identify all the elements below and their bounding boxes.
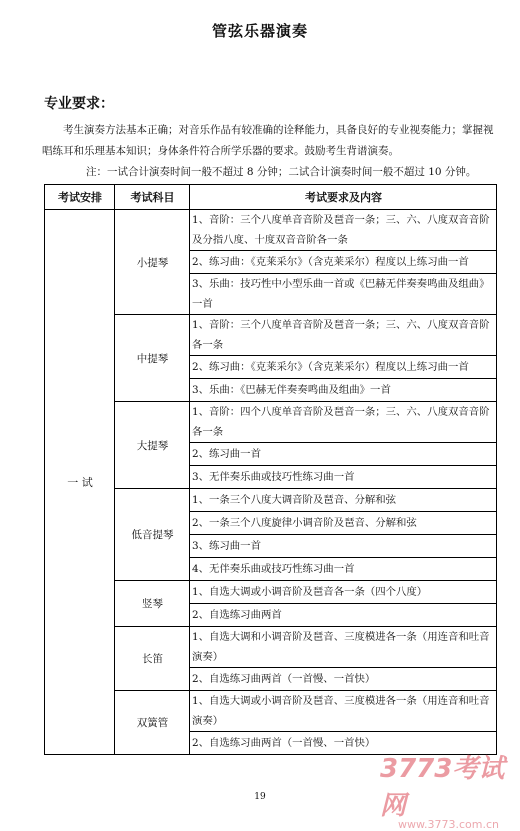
requirement-item: 3、无伴奏乐曲或技巧性练习曲一首 <box>190 466 497 489</box>
intro-paragraph: 考生演奏方法基本正确；对音乐作品有较准确的诠释能力，具备良好的专业视奏能力；掌握视唱练耳和乐理基本知识；身体条件符合所学乐器的要求。鼓励考生背谱演奏。 <box>42 124 494 157</box>
header-exam-subject: 考试科目 <box>115 185 190 210</box>
requirement-item: 1、音阶：四个八度单音音阶及琶音一条；三、六、八度双音音阶各一条 <box>190 402 497 443</box>
subject-violin: 小提琴 <box>115 210 190 315</box>
requirement-item: 4、无伴奏乐曲或技巧性练习曲一首 <box>190 558 497 581</box>
exam-round-cell: 一 试 <box>45 210 115 755</box>
header-exam-arrangement: 考试安排 <box>45 185 115 210</box>
requirement-item: 2、一条三个八度旋律小调音阶及琶音、分解和弦 <box>190 512 497 535</box>
requirement-item: 3、练习曲一首 <box>190 535 497 558</box>
requirement-item: 3、乐曲：技巧性中小型乐曲一首或《巴赫无伴奏奏鸣曲及组曲》一首 <box>190 274 497 315</box>
requirement-item: 1、自选大调和小调音阶及琶音、三度模进各一条（用连音和吐音演奏） <box>190 627 497 668</box>
requirement-item: 1、一条三个八度大调音阶及琶音、分解和弦 <box>190 489 497 512</box>
subject-viola: 中提琴 <box>115 315 190 402</box>
note-paragraph: 注：一试合计演奏时间一般不超过 8 分钟；二试合计演奏时间一般不超过 10 分钟。 <box>86 166 477 178</box>
requirement-item: 1、音阶：三个八度单音音阶及琶音一条；三、六、八度双音音阶及分指八度、十度双音音阶各一条 <box>190 210 497 251</box>
subject-harp: 竖琴 <box>115 581 190 627</box>
requirements-table <box>44 184 497 755</box>
requirement-item: 2、自选练习曲两首（一首慢、一首快） <box>190 668 497 691</box>
page-title: 管弦乐器演奏 <box>211 22 308 40</box>
requirement-item: 1、自选大调或小调音阶及琶音各一条（四个八度） <box>190 581 497 604</box>
page-number: 19 <box>254 792 266 802</box>
requirement-item: 2、自选练习曲两首（一首慢、一首快） <box>190 732 497 755</box>
requirement-item: 2、自选练习曲两首 <box>190 604 497 627</box>
requirement-item: 2、练习曲一首 <box>190 443 497 466</box>
subject-flute: 长笛 <box>115 627 190 691</box>
requirement-item: 2、练习曲：《克莱采尔》（含克莱采尔）程度以上练习曲一首 <box>190 251 497 274</box>
requirement-item: 1、音阶：三个八度单音音阶及琶音一条；三、六、八度双音音阶各一条 <box>190 315 497 356</box>
requirement-item: 2、练习曲：《克莱采尔》（含克莱采尔）程度以上练习曲一首 <box>190 356 497 379</box>
watermark-main-text: 3773考试网 <box>380 754 505 821</box>
requirement-item: 1、自选大调或小调音阶及琶音、三度模进各一条（用连音和吐音演奏） <box>190 691 497 732</box>
table-row <box>45 210 497 251</box>
table-header-row <box>45 185 497 210</box>
section-heading: 专业要求： <box>44 96 114 112</box>
subject-cello: 大提琴 <box>115 402 190 489</box>
requirement-item: 3、乐曲：《巴赫无伴奏奏鸣曲及组曲》一首 <box>190 379 497 402</box>
subject-oboe: 双簧管 <box>115 691 190 755</box>
subject-double-bass: 低音提琴 <box>115 489 190 581</box>
header-requirements: 考试要求及内容 <box>190 185 497 210</box>
watermark-logo <box>380 748 520 831</box>
watermark-url-text: www.3773.com.cn <box>398 818 499 831</box>
